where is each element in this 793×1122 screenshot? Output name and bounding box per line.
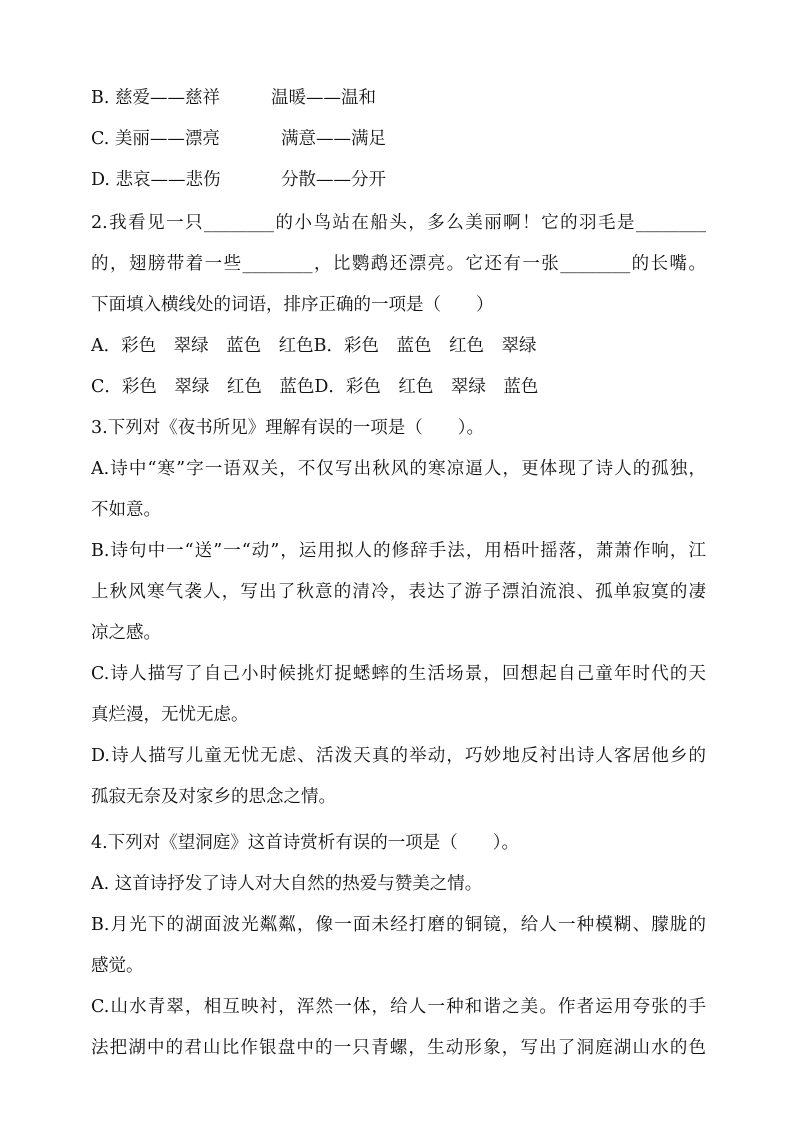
- q3-option-d-line-2: 孤寂无奈及对家乡的思念之情。: [91, 787, 336, 807]
- q1-option-c-left: C. 美丽——漂亮: [91, 129, 220, 149]
- q2-question: 下面填入横线处的词语，排序正确的一项是（ ）: [91, 295, 494, 315]
- q3-option-c-line-1: C.诗人描写了自己小时候挑灯捉蟋蟀的生活场景，回想起自己童年时代的天: [91, 664, 706, 684]
- q3-stem: 3.下列对《夜书所见》理解有误的一项是（ ）。: [91, 418, 484, 438]
- q3-option-b-line-2: 上秋风寒气袭人，写出了秋意的清冷，表达了游子漂泊流浪、孤单寂寞的凄: [91, 582, 706, 602]
- q2-stem-line-1: 2.我看见一只________的小鸟站在船头，多么美丽啊！它的羽毛是________: [91, 213, 706, 233]
- q4-option-b-line-1: B.月光下的湖面波光粼粼，像一面未经打磨的铜镜，给人一种模糊、朦胧的: [91, 915, 706, 935]
- q2-options-cd: C．彩色 翠绿 红色 蓝色D．彩色 红色 翠绿 蓝色: [91, 377, 539, 397]
- q1-option-d-row: [91, 168, 706, 192]
- q3-option-a-line-1: A.诗中“寒”字一语双关，不仅写出秋风的寒凉逼人，更体现了诗人的孤独，: [91, 459, 706, 479]
- q3-option-b-line-1: B.诗句中一“送”一“动”，运用拟人的修辞手法，用梧叶摇落，萧萧作响，江: [91, 541, 706, 561]
- q3-option-c-line-2: 真烂漫，无忧无虑。: [91, 705, 249, 725]
- q3-option-d-line-1: D.诗人描写儿童无忧无虑、活泼天真的举动，巧妙地反衬出诗人客居他乡的: [91, 746, 706, 766]
- q3-option-b-line-3: 凉之感。: [91, 623, 161, 643]
- q1-option-b-left: B. 慈爱——慈祥: [91, 88, 220, 108]
- q1-option-b-right: 温暖——温和: [271, 88, 376, 108]
- q1-option-d-left: D. 悲哀——悲伤: [91, 170, 221, 190]
- q4-option-c-line-2: 法把湖中的君山比作银盘中的一只青螺，生动形象，写出了洞庭湖山水的色: [91, 1038, 706, 1058]
- q3-option-a-line-2: 不如意。: [91, 500, 161, 520]
- q1-option-d-right: 分散——分开: [281, 170, 386, 190]
- q2-options-ab: A．彩色 翠绿 蓝色 红色B．彩色 蓝色 红色 翠绿: [91, 336, 537, 356]
- q2-stem-line-2: 的，翅膀带着一些________，比鹦鹉还漂亮。它还有一张________的长嘴。: [91, 254, 706, 274]
- q4-option-a-line-1: A. 这首诗抒发了诗人对大自然的热爱与赞美之情。: [91, 874, 483, 894]
- q1-option-b-row: [91, 86, 706, 110]
- q4-option-b-line-2: 感觉。: [91, 956, 144, 976]
- q1-option-c-row: [91, 127, 706, 151]
- q1-option-c-right: 满意——满足: [281, 129, 386, 149]
- q4-option-c-line-1: C.山水青翠，相互映衬，浑然一体，给人一种和谐之美。作者运用夸张的手: [91, 997, 706, 1017]
- q4-stem: 4.下列对《望洞庭》这首诗赏析有误的一项是（ ）。: [91, 833, 519, 853]
